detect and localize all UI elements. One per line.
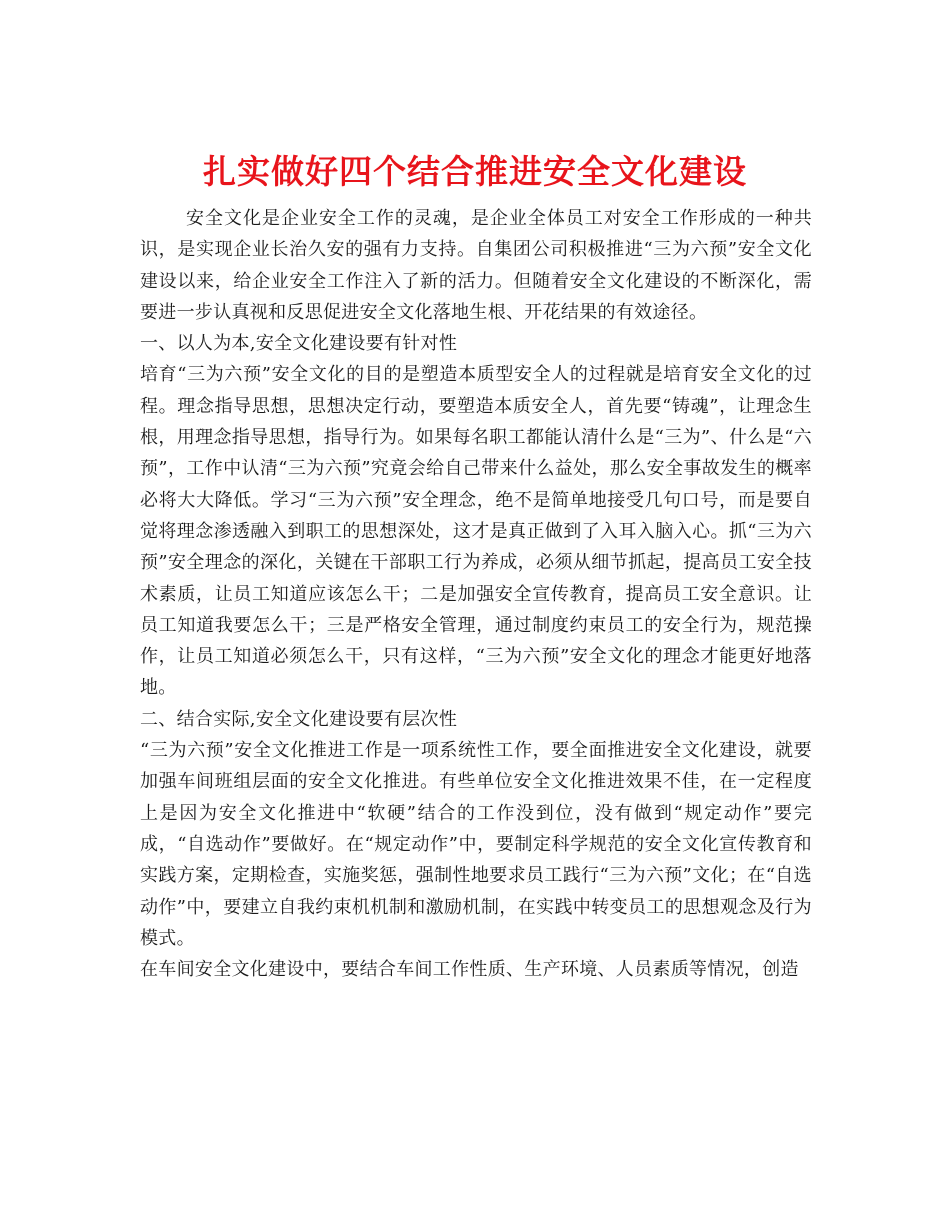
paragraph-intro: 安全文化是企业安全工作的灵魂，是企业全体员工对安全工作形成的一种共识，是实现企业长治久安的强有力支持。自集团公司积极推进“三为六预”安全文化建设以来，给企业安全工作注入了新的活力。但随着安全文化建设的不断深化，需要进一步认真视和反思促进安全文化落地生根、开花结果的有效途径。: [140, 208, 812, 323]
paragraph-section-2-continued: 在车间安全文化建设中，要结合车间工作性质、生产环境、人员素质等情况，创造: [140, 959, 799, 981]
document-body: [140, 203, 812, 985]
document-title: 扎实做好四个结合推进安全文化建设: [203, 152, 747, 192]
paragraph-section-1: 培育“三为六预”安全文化的目的是塑造本质型安全人的过程就是培育安全文化的过程。理念指导思想，思想决定行动，要塑造本质安全人，首先要“铸魂”，让理念生根，用理念指导思想，指导行为。如果每名职工都能认清什么是“三为”、什么是“六预”，工作中认清“三为六预”究竟会给自己带来什么益处，那么安全事故发生的概率必将大大降低。学习“三为六预”安全理念，绝不是简单地接受几句口号，而是要自觉将理念渗透融入到职工的思想深处，这才是真正做到了入耳入脑入心。抓“三为六预”安全理念的深化，关键在干部职工行为养成，必须从细节抓起，提高员工安全技术素质，让员工知道应该怎么干；二是加强安全宣传教育，提高员工安全意识。让员工知道我要怎么干；三是严格安全管理，通过制度约束员工的安全行为，规范操作，让员工知道必须怎么干，只有这样，“三为六预”安全文化的理念才能更好地落地。: [140, 364, 812, 699]
section-heading-2: 二、结合实际,安全文化建设要有层次性: [140, 708, 458, 730]
paragraph-section-2: “三为六预”安全文化推进工作是一项系统性工作，要全面推进安全文化建设，就要加强车间班组层面的安全文化推进。有些单位安全文化推进效果不佳，在一定程度上是因为安全文化推进中“软硬”结合的工作没到位，没有做到“规定动作”要完成，“自选动作”要做好。在“规定动作”中，要制定科学规范的安全文化宣传教育和实践方案，定期检查，实施奖惩，强制性地要求员工践行“三为六预”文化；在“自选动作”中，要建立自我约束机机制和激励机制，在实践中转变员工的思想观念及行为模式。: [140, 740, 812, 949]
section-heading-1: 一、以人为本,安全文化建设要有针对性: [140, 333, 458, 355]
